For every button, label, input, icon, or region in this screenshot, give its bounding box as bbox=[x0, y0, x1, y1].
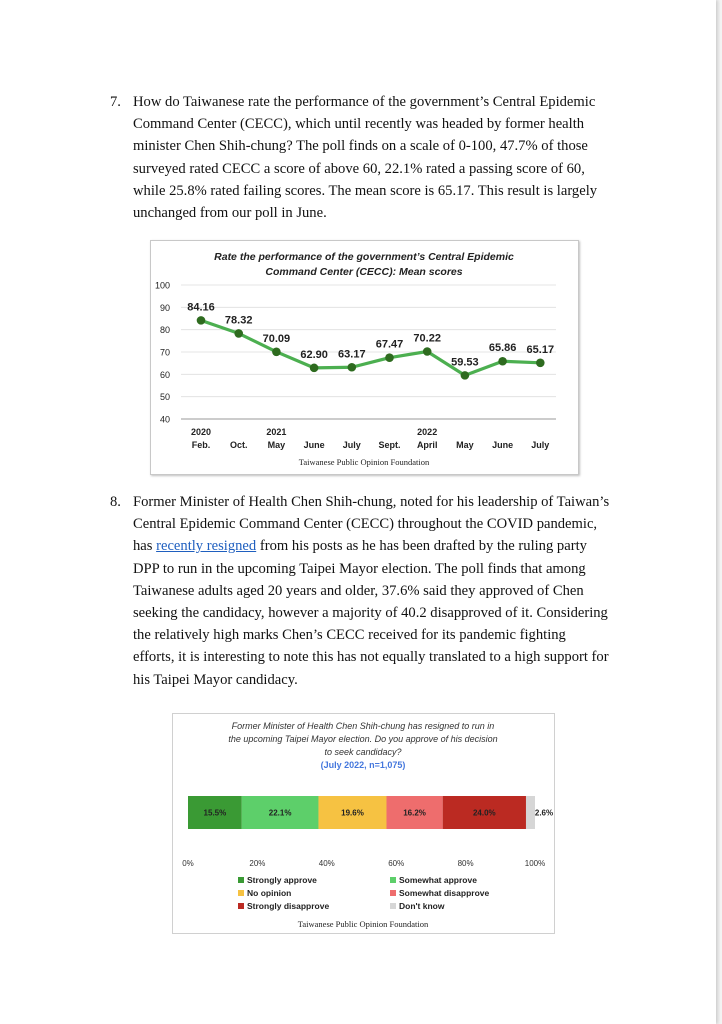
legend-swatch bbox=[390, 890, 396, 896]
data-point bbox=[310, 364, 319, 373]
y-tick-label: 100 bbox=[154, 280, 170, 291]
y-tick-label: 80 bbox=[159, 325, 170, 336]
bar-label: 2.6% bbox=[534, 808, 554, 818]
x-tick-label: Sept. bbox=[378, 440, 401, 450]
data-point bbox=[498, 357, 507, 366]
chart-source: Taiwanese Public Opinion Foundation bbox=[297, 919, 429, 929]
data-label: 62.90 bbox=[300, 348, 328, 361]
x-tick-label: July bbox=[531, 440, 550, 450]
line-chart-figure bbox=[150, 240, 579, 475]
bar-label: 24.0% bbox=[472, 808, 496, 818]
legend-label: Strongly approve bbox=[247, 875, 317, 885]
x-tick-label: 60% bbox=[388, 859, 405, 868]
legend-label: No opinion bbox=[247, 888, 292, 898]
x-tick-label: June bbox=[303, 440, 325, 450]
x-tick-label: 40% bbox=[318, 859, 335, 868]
bar-label: 22.1% bbox=[268, 808, 292, 818]
legend-swatch bbox=[238, 890, 244, 896]
chart-title: to seek candidacy? bbox=[324, 747, 402, 757]
data-point bbox=[385, 353, 394, 362]
y-tick-label: 90 bbox=[159, 302, 170, 313]
x-tick-label: May bbox=[267, 440, 286, 450]
x-year-label: 2021 bbox=[266, 427, 287, 437]
item-text-part: from his posts as he has been drafted by the ruling party DPP to run in the upcoming Taipei Mayor election. The poll finds that among Taiwanese adults aged 20 years and older, 37.6% said they approved of Chen seeking the candidacy, however a majority of 40.2 disapproved of it. Considering the relatively high marks Chen’s CECC received for its pandemic fighting efforts, it is interesting to note this has not equally translated to a high support for his Taipei Mayor candidacy. bbox=[133, 538, 609, 688]
data-label: 65.17 bbox=[526, 343, 555, 356]
data-point bbox=[423, 347, 432, 356]
x-year-label: 2020 bbox=[190, 427, 212, 437]
legend-swatch bbox=[238, 903, 244, 909]
recently-resigned-link[interactable]: recently resigned bbox=[156, 538, 257, 555]
y-tick-label: 60 bbox=[159, 369, 170, 380]
stacked-bar-figure bbox=[172, 713, 555, 934]
legend-swatch bbox=[238, 877, 244, 883]
data-label: 63.17 bbox=[338, 348, 366, 361]
stacked-bar-chart bbox=[173, 714, 554, 933]
y-tick-label: 50 bbox=[159, 392, 170, 403]
x-year-label: 2022 bbox=[417, 427, 438, 437]
bar-label: 19.6% bbox=[341, 808, 364, 818]
data-point bbox=[272, 347, 281, 356]
x-tick-label: Feb. bbox=[191, 440, 211, 450]
legend-label: Somewhat disapprove bbox=[399, 888, 490, 898]
data-label: 70.22 bbox=[413, 332, 441, 345]
data-point bbox=[234, 329, 243, 338]
chart-title: Rate the performance of the government’s Central Epidemic bbox=[214, 251, 514, 263]
y-tick-label: 70 bbox=[159, 347, 170, 358]
bar-label: 15.5% bbox=[203, 808, 227, 818]
bar-segment bbox=[526, 796, 535, 829]
item-text: How do Taiwanese rate the performance of the government’s Central Epidemic Command Center (CECC), which until recently was headed by former health minister Chen Shih-chung? The poll finds on a scale of 0-100, 47.7% of those surveyed rated CECC a score of above 60, 22.1% rated a passing score of 60, while 25.8% rated failing scores. The mean score is 65.17. This result is largely unchanged from our poll in June. bbox=[133, 94, 598, 222]
data-label: 84.16 bbox=[187, 301, 215, 314]
data-point bbox=[197, 316, 206, 325]
item-number: 8. bbox=[110, 494, 121, 510]
legend-swatch bbox=[390, 877, 396, 883]
data-label: 67.47 bbox=[375, 338, 404, 351]
data-point bbox=[348, 363, 357, 372]
x-tick-label: Oct. bbox=[229, 440, 248, 450]
x-tick-label: 100% bbox=[524, 859, 546, 868]
data-point bbox=[461, 371, 470, 380]
legend-label: Don't know bbox=[399, 901, 445, 911]
data-label: 65.86 bbox=[488, 342, 517, 355]
x-tick-label: July bbox=[342, 440, 361, 450]
bar-label: 16.2% bbox=[403, 808, 426, 818]
chart-title: the upcoming Taipei Mayor election. Do you approve of his decision bbox=[228, 734, 498, 744]
list-item-7 bbox=[110, 91, 610, 224]
x-tick-label: 0% bbox=[182, 859, 194, 868]
legend-label: Strongly disapprove bbox=[247, 901, 330, 911]
x-tick-label: April bbox=[416, 440, 438, 450]
chart-source: Taiwanese Public Opinion Foundation bbox=[298, 457, 430, 467]
y-tick-label: 40 bbox=[159, 414, 170, 425]
x-tick-label: 80% bbox=[457, 859, 474, 868]
legend-swatch bbox=[390, 903, 396, 909]
legend-label: Somewhat approve bbox=[399, 875, 477, 885]
x-tick-label: 20% bbox=[249, 859, 266, 868]
data-point bbox=[536, 358, 545, 367]
x-tick-label: June bbox=[492, 440, 514, 450]
list-item-8 bbox=[110, 491, 610, 691]
chart-title: Former Minister of Health Chen Shih-chung has resigned to run in bbox=[231, 721, 495, 731]
line-chart bbox=[151, 241, 578, 474]
data-label: 70.09 bbox=[262, 332, 291, 345]
x-tick-label: May bbox=[456, 440, 474, 450]
data-label: 78.32 bbox=[224, 314, 253, 327]
data-label: 59.53 bbox=[451, 356, 479, 369]
item-text bbox=[133, 491, 610, 691]
item-number: 7. bbox=[110, 94, 121, 110]
item-text-part: Former Minister of Health Chen Shih-chung, noted for his leadership of Taiwan’s Central Epidemic Command Center (CECC) throughout the COVID pandemic, has bbox=[133, 494, 610, 555]
chart-subtitle: (July 2022, n=1,075) bbox=[320, 760, 406, 770]
chart-title: Command Center (CECC): Mean scores bbox=[265, 266, 463, 278]
